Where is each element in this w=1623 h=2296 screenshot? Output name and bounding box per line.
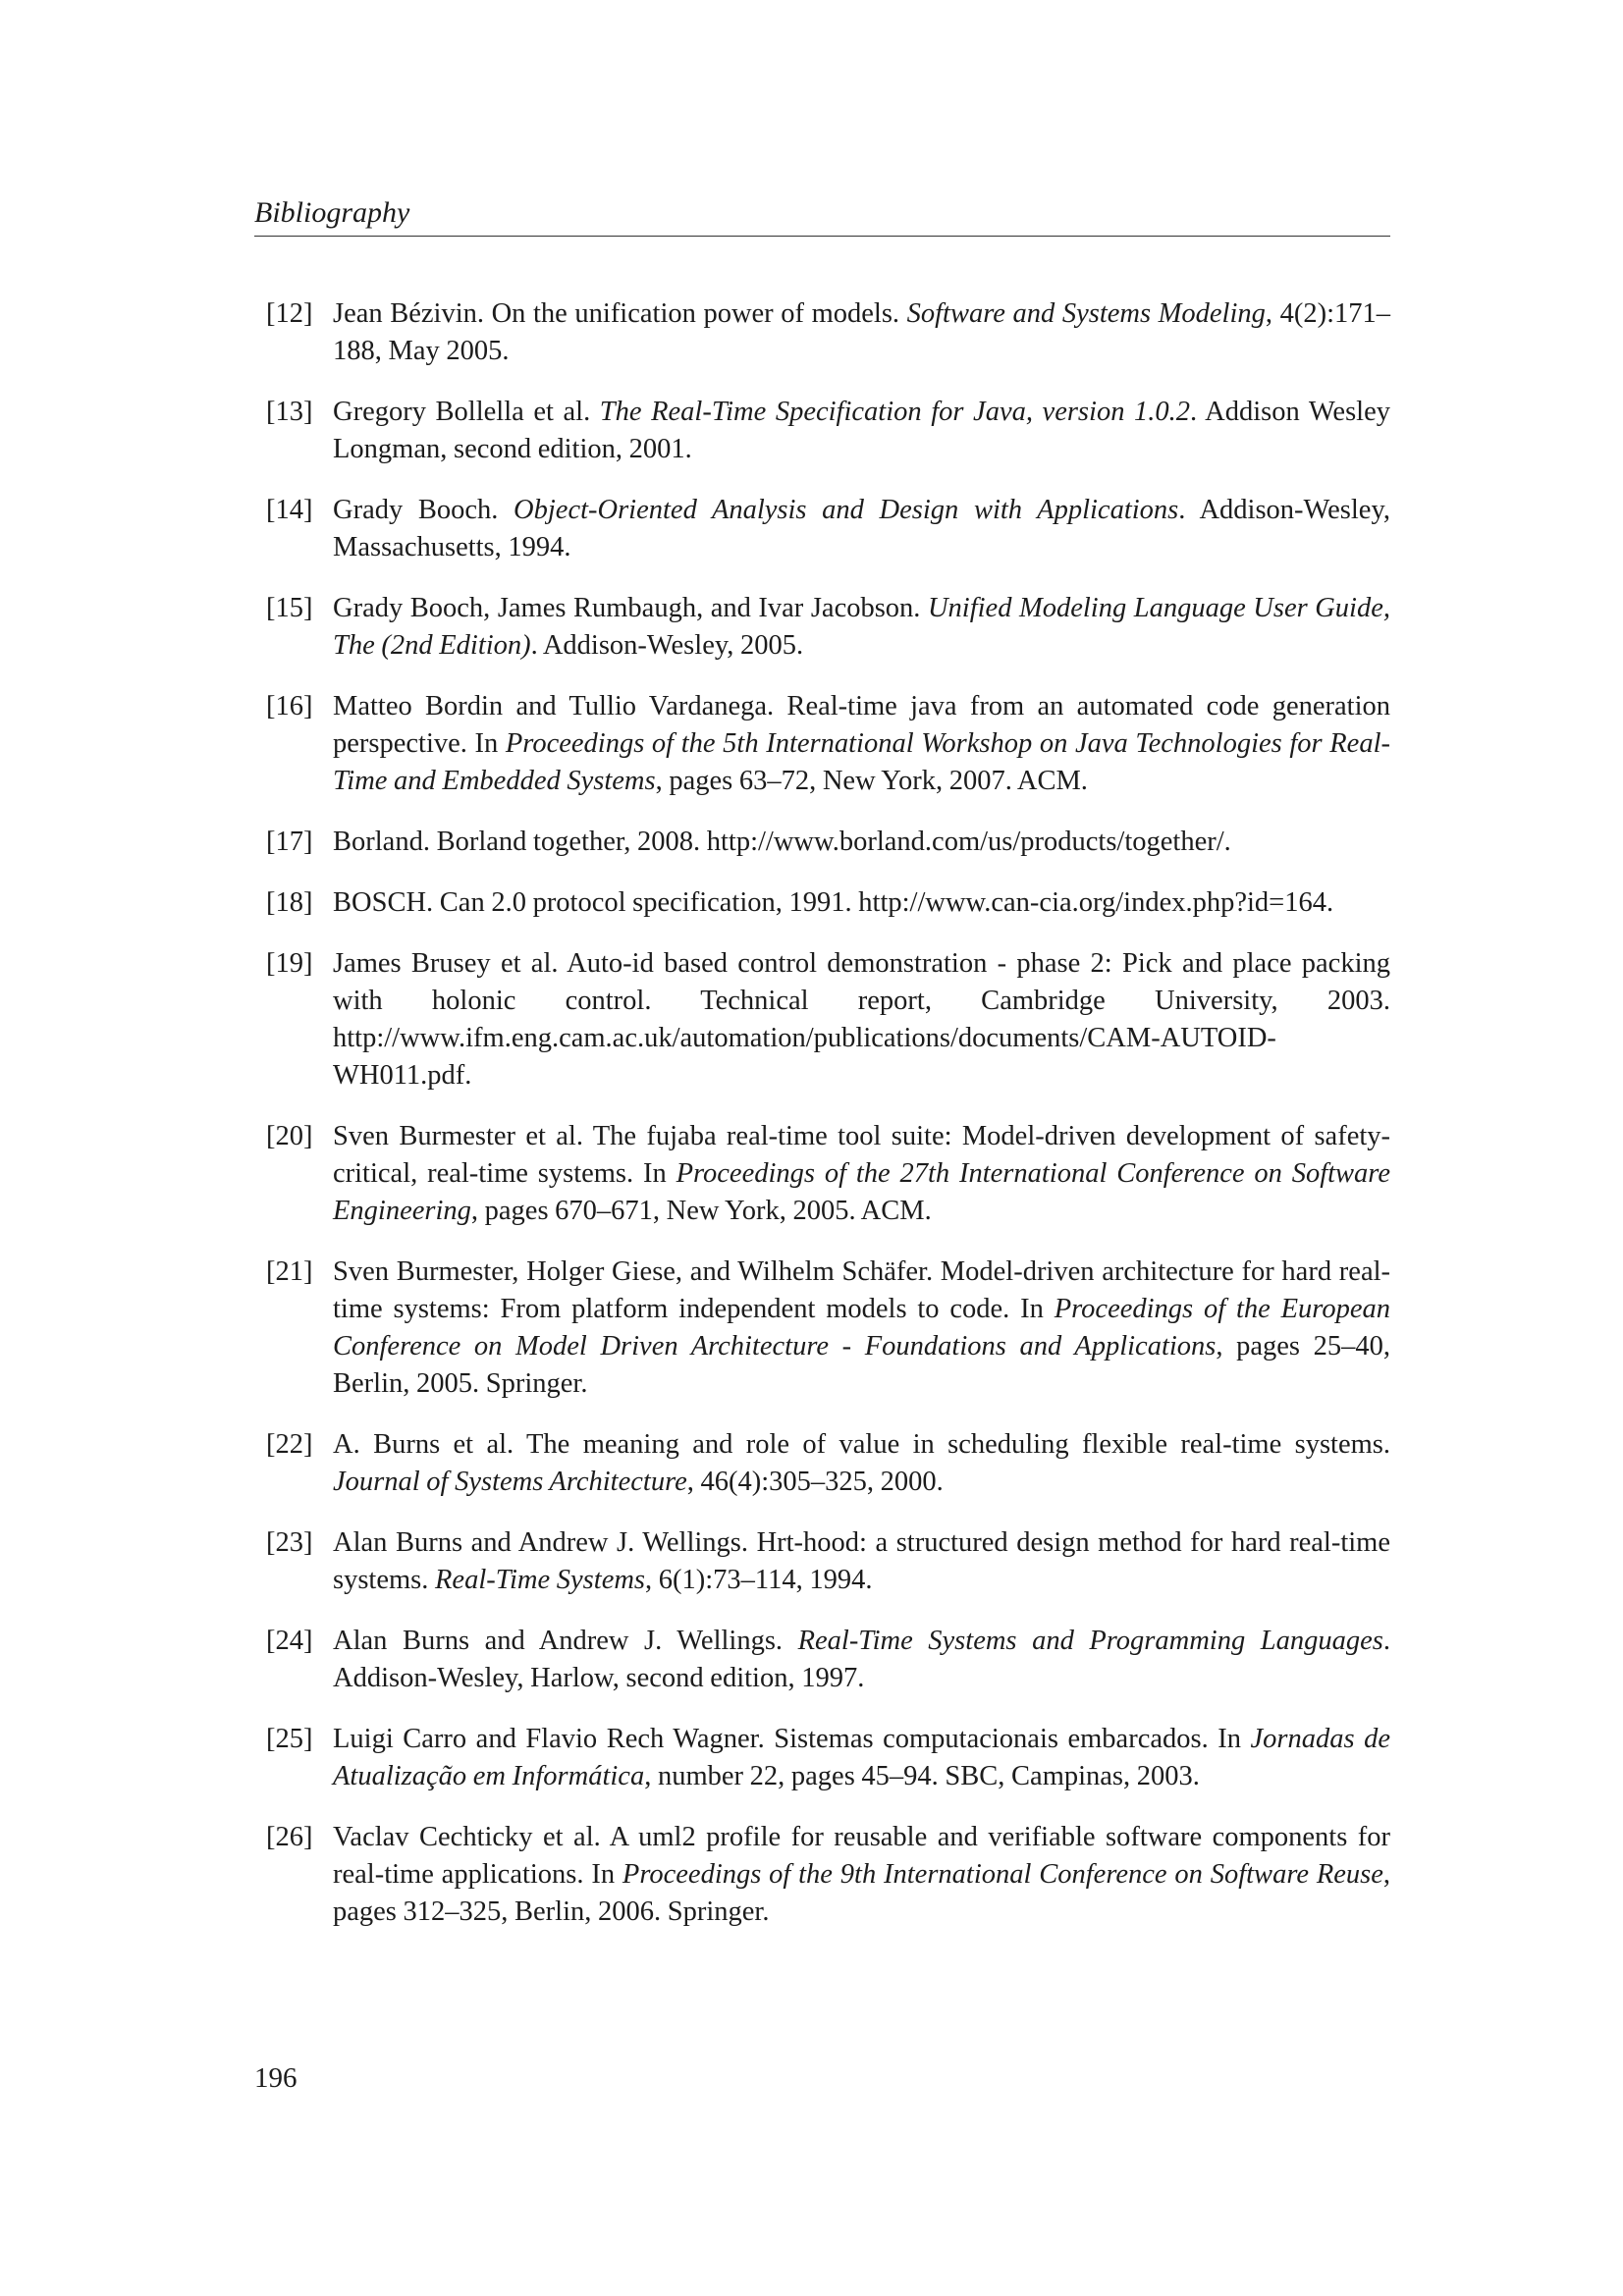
bib-entry-segment: , pages 63–72, New York, 2007. ACM. [655, 766, 1088, 796]
bib-entry-segment: . Addison-Wesley, Massachusetts, 1994. [333, 495, 1390, 562]
bib-entry-segment: , number 22, pages 45–94. SBC, Campinas, 2003. [644, 1761, 1200, 1791]
bib-entry-number: [12] [266, 298, 313, 329]
bib-entry-number: [25] [266, 1724, 313, 1754]
bib-entry [254, 492, 1390, 566]
bib-entry-text [333, 1254, 1390, 1403]
bib-entry-segment: Jean Bézivin. On the unification power of models. [333, 298, 907, 329]
bib-entry [254, 1819, 1390, 1931]
bib-entry-segment: Luigi Carro and Flavio Rech Wagner. Sistemas computacionais embarcados. In [333, 1724, 1251, 1754]
bib-entry-segment: Alan Burns and Andrew J. Wellings. Hrt-hood: a structured design method for hard real-time systems. [333, 1527, 1390, 1595]
bib-entry-text [333, 824, 1390, 861]
bib-entry-number: [21] [266, 1256, 313, 1287]
bib-entry-text [333, 884, 1390, 922]
bib-entry-segment: , pages 25–40, Berlin, 2005. Springer. [333, 1331, 1390, 1399]
bib-entry [254, 1426, 1390, 1501]
bib-entry-number: [17] [266, 827, 313, 857]
bib-entry [254, 394, 1390, 468]
bib-entry [254, 1118, 1390, 1230]
bib-entry-title: Proceedings of the 5th International Workshop on Java Technologies for Real-Time and Embedded Systems [333, 728, 1390, 796]
bib-entry [254, 884, 1390, 922]
bib-entry-text [333, 1524, 1390, 1599]
bib-entry-segment: , pages 670–671, New York, 2005. ACM. [470, 1196, 932, 1226]
bib-entry-number: [14] [266, 495, 313, 525]
bib-entry-title: Journal of Systems Architecture [333, 1467, 687, 1497]
bib-entry-text [333, 1118, 1390, 1230]
bib-entry-segment: Alan Burns and Andrew J. Wellings. [333, 1626, 798, 1656]
bib-entry-text [333, 590, 1390, 665]
bib-entry [254, 295, 1390, 370]
bib-entry [254, 1254, 1390, 1403]
bib-entry-segment: Vaclav Cechticky et al. A uml2 profile for reusable and verifiable software components for real-time applications. In [333, 1822, 1390, 1890]
bib-entry-segment: James Brusey et al. Auto-id based control demonstration - phase 2: Pick and place packing with holonic control. Technical report, Cambridge University, 2003. http://www.ifm.eng.cam.ac.uk/automation/publications/documents/CAM-AUTOID-WH011.pdf. [333, 948, 1390, 1091]
bib-entry [254, 590, 1390, 665]
bib-entry-segment: Gregory Bollella et al. [333, 397, 600, 427]
bib-entry-title: Jornadas de Atualização em Informática [333, 1724, 1391, 1791]
bib-entry-segment: . Addison-Wesley, Harlow, second edition, 1997. [333, 1626, 1390, 1693]
bib-entry [254, 824, 1390, 861]
bib-entry [254, 688, 1390, 800]
bib-entry-title: Software and Systems Modeling [906, 298, 1266, 329]
bib-entry-segment: . Addison Wesley Longman, second edition, 2001. [333, 397, 1390, 464]
bib-entry [254, 1623, 1390, 1697]
bib-entry-title: Proceedings of the 27th International Conference on Software Engineering [333, 1158, 1390, 1226]
bib-entry-title: Real-Time Systems and Programming Languages [797, 1626, 1383, 1656]
header-rule [254, 236, 1390, 237]
bib-entry-number: [23] [266, 1527, 313, 1558]
bib-entry-segment: Grady Booch. [333, 495, 514, 525]
page-number: 196 [254, 2062, 298, 2094]
bib-entry-segment: BOSCH. Can 2.0 protocol specification, 1991. http://www.can-cia.org/index.php?id=164. [333, 887, 1334, 918]
bib-entry [254, 1524, 1390, 1599]
bib-entry [254, 945, 1390, 1095]
bib-entry-text [333, 688, 1390, 800]
bib-entry-text [333, 1721, 1390, 1795]
bib-entry-text [333, 1819, 1390, 1931]
bib-entry-number: [20] [266, 1121, 313, 1151]
bib-entry-text [333, 1426, 1390, 1501]
running-head-title: Bibliography [254, 196, 410, 229]
bib-entry-number: [19] [266, 948, 313, 979]
bib-entry-title: Real-Time Systems [435, 1565, 646, 1595]
bib-entry-number: [18] [266, 887, 313, 918]
bib-entry-number: [22] [266, 1429, 313, 1460]
bib-entry-number: [15] [266, 593, 313, 623]
bib-entry-number: [13] [266, 397, 313, 427]
bib-entry-segment: Sven Burmester et al. The fujaba real-time tool suite: Model-driven development of safety-critical, real-time systems. In [333, 1121, 1390, 1189]
bib-entry-segment: , pages 312–325, Berlin, 2006. Springer. [333, 1859, 1390, 1927]
bib-entry-segment: A. Burns et al. The meaning and role of value in scheduling flexible real-time systems. [333, 1429, 1390, 1460]
bib-entry-segment: Sven Burmester, Holger Giese, and Wilhelm Schäfer. Model-driven architecture for hard real-time systems: From platform independent models to code. In [333, 1256, 1390, 1324]
bib-entry-title: Object-Oriented Analysis and Design with Applications [514, 495, 1179, 525]
bibliography-list [254, 295, 1390, 1954]
bib-entry-number: [16] [266, 691, 313, 721]
bib-entry-title: Unified Modeling Language User Guide, The (2nd Edition) [333, 593, 1390, 661]
bib-entry-segment: , 46(4):305–325, 2000. [686, 1467, 944, 1497]
bib-entry-title: The Real-Time Specification for Java, version 1.0.2 [599, 397, 1191, 427]
bib-entry-segment: , 6(1):73–114, 1994. [645, 1565, 873, 1595]
bib-entry [254, 1721, 1390, 1795]
bib-entry-number: [24] [266, 1626, 313, 1656]
bib-entry-segment: Grady Booch, James Rumbaugh, and Ivar Jacobson. [333, 593, 928, 623]
bib-entry-segment: Matteo Bordin and Tullio Vardanega. Real-time java from an automated code generation perspective. In [333, 691, 1390, 759]
bib-entry-text [333, 1623, 1390, 1697]
bib-entry-text [333, 394, 1390, 468]
bib-entry-segment: . Addison-Wesley, 2005. [530, 630, 804, 661]
bib-entry-segment: , 4(2):171–188, May 2005. [333, 298, 1390, 366]
bib-entry-title: Proceedings of the European Conference on Model Driven Architecture - Foundations and Applications [333, 1294, 1390, 1362]
bib-entry-title: Proceedings of the 9th International Conference on Software Reuse [622, 1859, 1383, 1890]
bib-entry-text [333, 295, 1390, 370]
bib-entry-segment: Borland. Borland together, 2008. http://www.borland.com/us/products/together/. [333, 827, 1231, 857]
bib-entry-text [333, 492, 1390, 566]
bib-entry-number: [26] [266, 1822, 313, 1852]
bib-entry-text [333, 945, 1390, 1095]
